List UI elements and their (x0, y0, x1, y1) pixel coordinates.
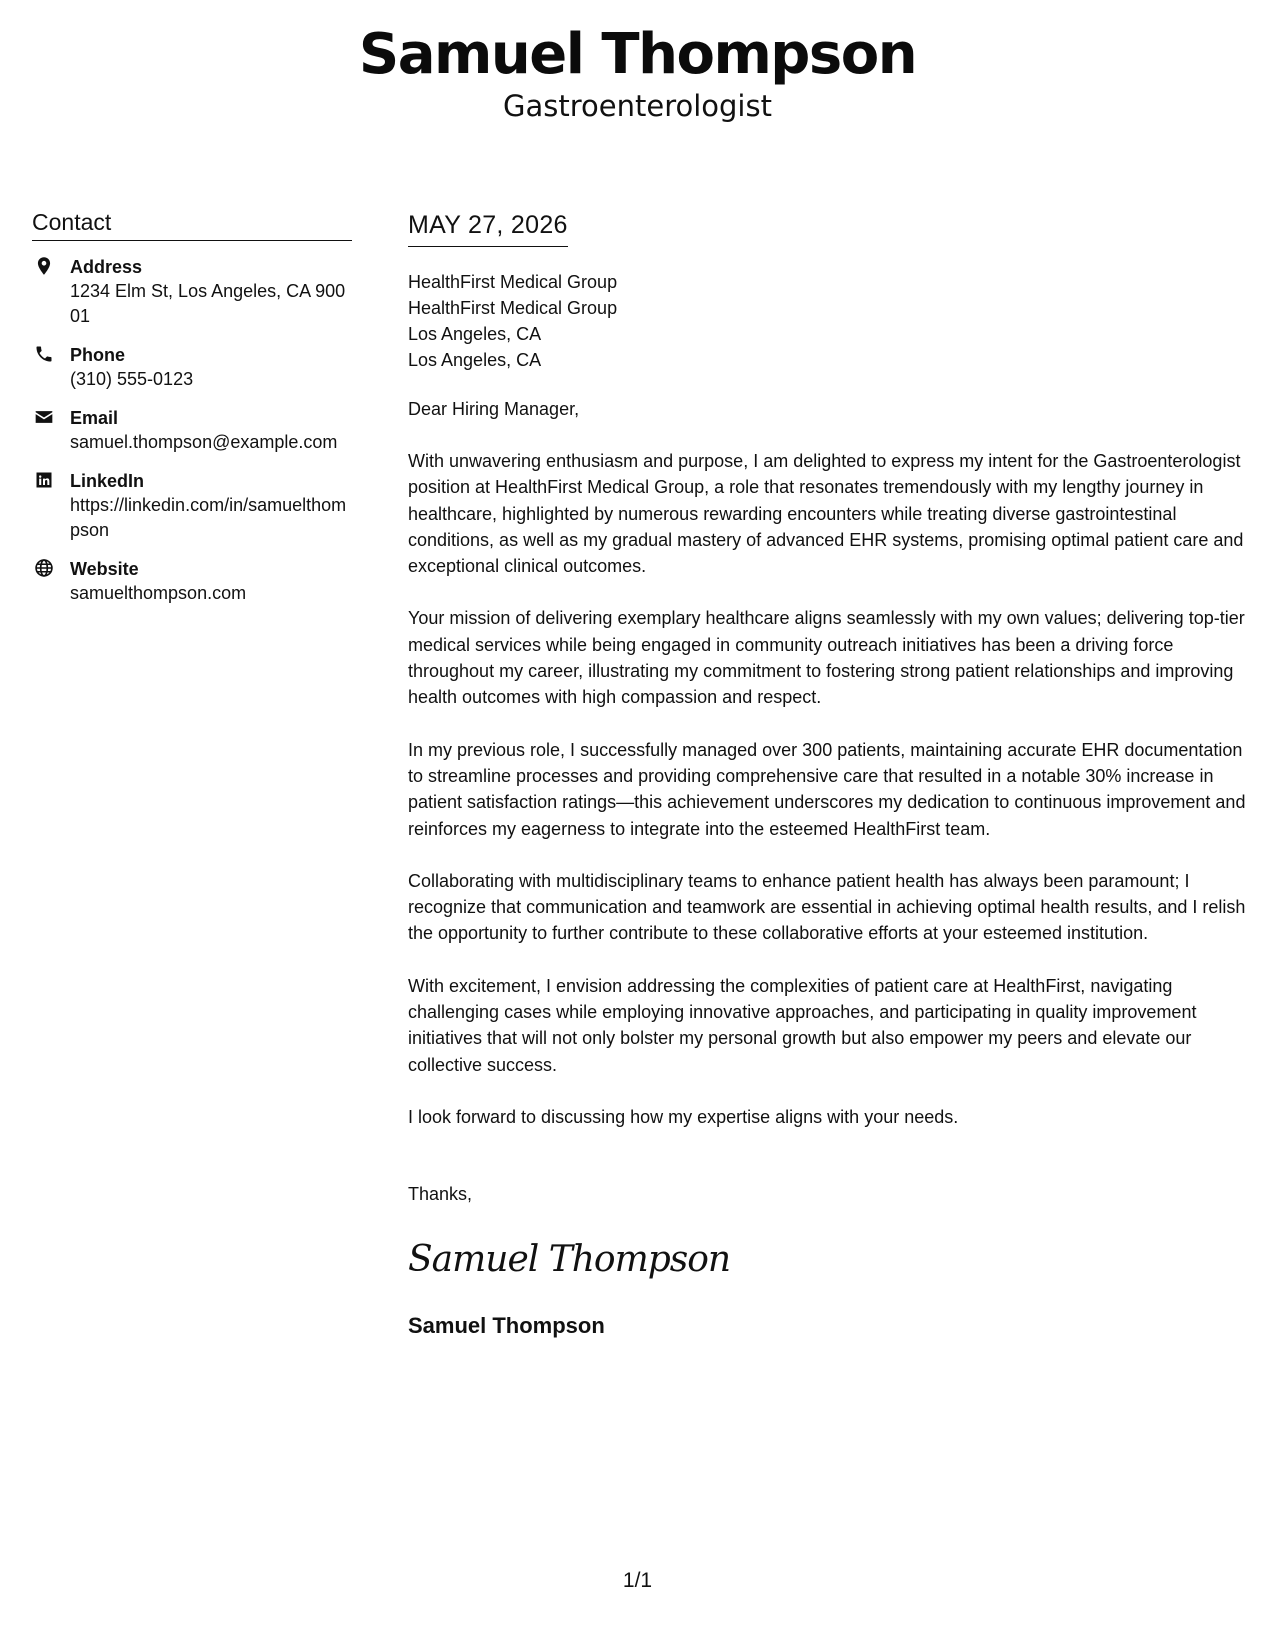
contact-email (32, 406, 352, 455)
letter-paragraph: Your mission of delivering exemplary healthcare aligns seamlessly with my own values; delivering top-tier medical services while being engaged in community outreach initiatives has been a driving force throughout my career, illustrating my commitment to fostering strong patient relationships and improving health outcomes with high compassion and respect. (408, 608, 1245, 708)
phone-icon (34, 344, 54, 364)
contact-linkedin (32, 469, 352, 543)
contact-phone (32, 343, 352, 392)
recipient-line: HealthFirst Medical Group (408, 272, 618, 292)
recipient-line: HealthFirst Medical Group (408, 298, 618, 318)
letter-date: MAY 27, 2026 (408, 210, 568, 247)
linkedin-value[interactable]: https://linkedin.com/in/samuelthompson (70, 495, 347, 540)
letter-paragraph: With excitement, I envision addressing the complexities of patient care at HealthFirst, navigating challenging cases while employing innovative approaches, and participating in quality improvement initiatives that will not only bolster my personal growth but also empower my peers and elevate our collective success. (408, 975, 1197, 1075)
letter-body (408, 210, 1253, 1340)
handwritten-signature: Samuel Thompson (408, 1239, 731, 1281)
globe-icon (34, 558, 54, 578)
applicant-title: Gastroenterologist (503, 89, 772, 123)
email-label: Email (70, 408, 119, 428)
contact-heading: Contact (32, 208, 352, 241)
applicant-name: Samuel Thompson (358, 22, 917, 87)
letter-paragraph: I look forward to discussing how my expertise aligns with your needs. (408, 1106, 959, 1127)
recipient-line: Los Angeles, CA (408, 350, 542, 370)
email-value[interactable]: samuel.thompson@example.com (70, 432, 338, 452)
letter-paragraph: Collaborating with multidisciplinary teams to enhance patient health has always been paramount; I recognize that communication and teamwork are essential in achieving optimal health results, and I relish the opportunity to further contribute to these collaborative efforts at your esteemed institution. (408, 870, 1246, 944)
letter-paragraph: With unwavering enthusiasm and purpose, I am delighted to express my intent for the Gastroenterologist position at HealthFirst Medical Group, a role that resonates tremendously with my lengthy journey in healthcare, highlighted by numerous rewarding encounters while treating diverse gastrointestinal conditions, as well as my gradual mastery of advanced EHR systems, promising optimal patient care and exceptional clinical outcomes. (408, 451, 1244, 577)
envelope-icon (34, 407, 54, 427)
address-label: Address (70, 257, 143, 277)
address-value: 1234 Elm St, Los Angeles, CA 90001 (70, 281, 346, 326)
salutation: Dear Hiring Manager, (408, 399, 580, 419)
closing: Thanks, (408, 1184, 473, 1205)
page-indicator: 1/1 (622, 1569, 653, 1592)
page-header (0, 22, 1275, 124)
contact-sidebar (32, 208, 352, 620)
signer-name: Samuel Thompson (408, 1313, 605, 1339)
letter-paragraph: In my previous role, I successfully managed over 300 patients, maintaining accurate EHR documentation to streamline processes and providing comprehensive care that resulted in a notable 30% increase in patient satisfaction ratings—this achievement underscores my dedication to continuous improvement and reinforces my eagerness to integrate into the esteemed HealthFirst team. (408, 739, 1246, 839)
website-value[interactable]: samuelthompson.com (70, 583, 247, 603)
map-pin-icon (34, 256, 54, 276)
linkedin-icon (34, 470, 54, 490)
website-label: Website (70, 559, 139, 579)
phone-label: Phone (70, 345, 126, 365)
recipient-block (408, 269, 1253, 373)
contact-address (32, 255, 352, 329)
contact-website (32, 557, 352, 606)
recipient-line: Los Angeles, CA (408, 324, 542, 344)
phone-value: (310) 555-0123 (70, 369, 194, 389)
linkedin-label: LinkedIn (70, 471, 145, 491)
